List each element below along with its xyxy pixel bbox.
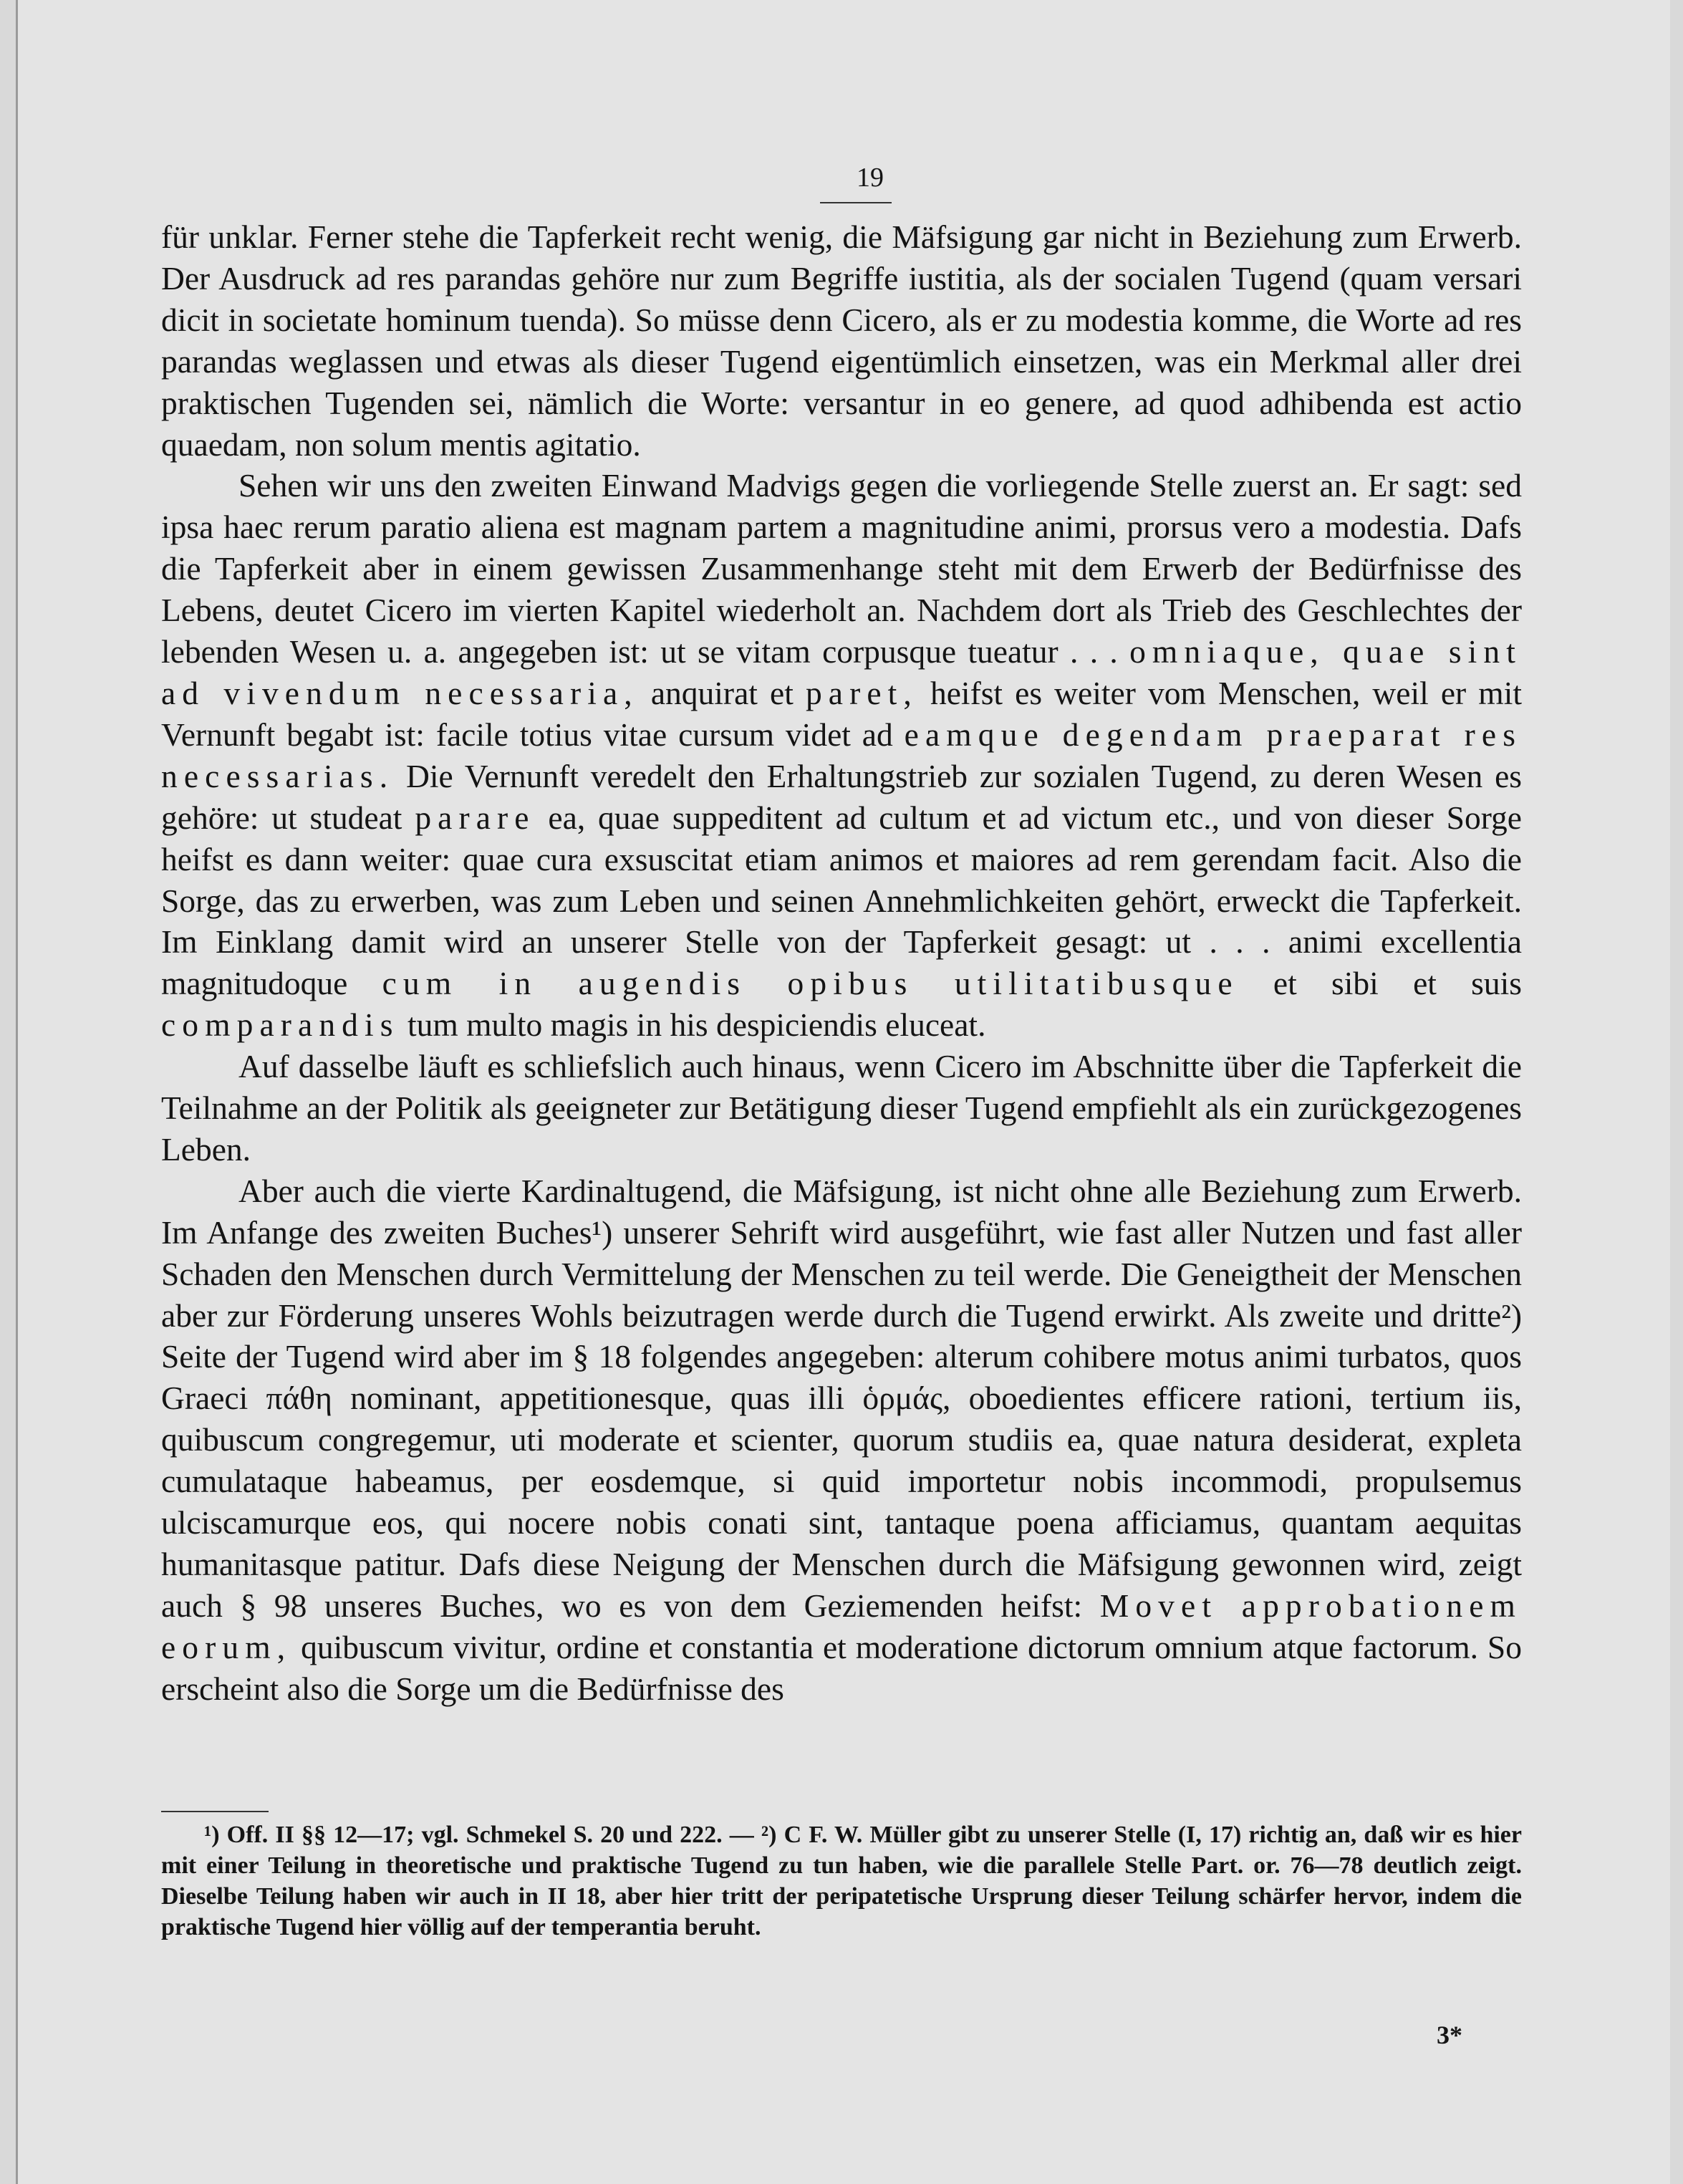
paragraph-text: ea, quae suppeditent ad cultum et ad victum etc., und von dieser Sorge heifst es dann weiter: quae cura exsuscitat etiam animos et maiores ad rem gerendam facit. Also die Sorge, das zu erwerben, was zum Leben und seinen Annehmlichkeiten gehört, erweckt die Tapferkeit. Im Einklang damit wird an unserer Stelle von der Tapferkeit gesagt: ut . . . animi excellentia magnitudoque xyxy=(161,799,1522,1002)
paragraph-text: tum multo magis in his despiciendis eluceat. xyxy=(399,1006,986,1044)
paragraph-text: heifst es weiter vom Menschen, weil er mit Vernunft begabt ist: facile totius vitae cursum videt ad xyxy=(161,674,1522,753)
spaced-emphasis-text: comparandis xyxy=(161,1006,400,1044)
paragraph-text: et sibi et suis xyxy=(1238,965,1522,1002)
spaced-emphasis-text: parare xyxy=(415,799,536,836)
spaced-emphasis-text: omniaque, quae sint ad vivendum necessaria, xyxy=(161,633,1523,711)
footnotes xyxy=(161,1819,1522,1943)
spaced-emphasis-text: paret, xyxy=(805,674,918,711)
page-number-rule xyxy=(820,202,892,203)
paragraph-text: Sehen wir uns den zweiten Einwand Madvigs gegen die vorliegende Stelle zuerst an. Er sagt: sed ipsa haec rerum paratio aliena est magnam partem a magnitudine animi, prorsus vero a modestia. Dafs die Tapferkeit aber in einem gewissen Zusammenhange steht mit dem Erwerb der Bedürfnisse des Lebens, deutet Cicero im vierten Kapitel wiederholt an. Nachdem dort als Trieb des Geschlechtes der lebenden Wesen u. a. angegeben ist: ut se vitam corpusque tueatur . . . xyxy=(161,467,1522,670)
spaced-emphasis-text: Movet approbationem eorum, xyxy=(161,1587,1522,1665)
paragraph-text: Die Vernunft veredelt den Erhaltungstrieb zur sozialen Tugend, zu deren Wesen es gehöre: ut studeat xyxy=(161,757,1522,836)
paragraph-text: quibuscum vivitur, ordine et constantia et moderatione dictorum omnium atque factorum. So erscheint also die Sorge um die Bedürfnisse des xyxy=(161,1628,1522,1707)
page-number: 19 xyxy=(857,163,884,193)
footnote-rule xyxy=(161,1811,269,1812)
spaced-emphasis-text: cum in augendis opibus utilitatibusque xyxy=(382,965,1239,1002)
printer-signature: 3* xyxy=(1437,2021,1462,2049)
paragraph xyxy=(161,216,1522,465)
paragraph-text: für unklar. Ferner stehe die Tapferkeit recht wenig, die Mäfsigung gar nicht in Beziehung zum Erwerb. Der Ausdruck ad res parandas gehöre nur zum Begriffe iustitia, als der socialen Tugend (quam versari dicit in societate hominum tuenda). So müsse denn Cicero, als er zu modestia komme, die Worte ad res parandas weglassen und etwas als dieser Tugend eigentümlich einsetzen, was ein Merkmal aller drei praktischen Tugenden sei, nämlich die Worte: versantur in eo genere, ad quod adhibenda est actio quaedam, non solum mentis agitatio. xyxy=(161,218,1522,463)
spaced-emphasis-text: eamque degendam praeparat res necessarias. xyxy=(161,716,1523,794)
body-text xyxy=(161,216,1522,1710)
paragraph xyxy=(161,1170,1522,1710)
footnote: ¹) Off. II §§ 12—17; vgl. Schmekel S. 20 und 222. — ²) C F. W. Müller gibt zu unserer Stelle (I, 17) richtig an, daß wir es hier mit einer Teilung in theoretische und praktische Tugend zu tun haben, wie die parallele Stelle Part. or. 76—78 deutlich zeigt. Dieselbe Teilung haben wir auch in II 18, aber hier tritt der peripatetische Ursprung dieser Teilung schärfer hervor, indem die praktische Tugend hier völlig auf der temperantia beruht. xyxy=(161,1822,1522,1940)
paragraph-text: Auf dasselbe läuft es schliefslich auch hinaus, wenn Cicero im Abschnitte über die Tapferkeit die Teilnahme an der Politik als geeigneter zur Betätigung dieser Tugend empfiehlt als ein zurückgezogenes Leben. xyxy=(161,1048,1522,1168)
book-page xyxy=(16,0,1670,2184)
paragraph xyxy=(161,1046,1522,1170)
paragraph-text: anquirat et xyxy=(638,674,806,711)
paragraph-text: Aber auch die vierte Kardinaltugend, die Mäfsigung, ist nicht ohne alle Beziehung zum Erwerb. Im Anfange des zweiten Buches¹) unserer Sehrift wird ausgeführt, wie fast aller Nutzen und fast aller Schaden den Menschen durch Vermittelung der Menschen zu teil werde. Die Geneigtheit der Menschen aber zur Förderung unseres Wohls beizutragen werde durch die Tugend erwirkt. Als zweite und dritte²) Seite der Tugend wird aber im § 18 folgendes angegeben: alterum cohibere motus animi turbatos, quos Graeci πάθη nominant, appetitionesque, quas illi ὁρμάς, oboedientes efficere rationi, tertium iis, quibuscum congregemur, uti moderate et scienter, quorum studiis ea, quae natura desiderat, expleta cumulataque habeamus, per eosdemque, si quid importetur nobis incommodi, propulsemus ulciscamurque eos, qui nocere nobis conati sint, tantaque poena afficiamus, quantam aequitas humanitasque patitur. Dafs diese Neigung der Menschen durch die Mäfsigung gewonnen wird, zeigt auch § 98 unseres Buches, wo es von dem Geziemenden heifst: xyxy=(161,1172,1522,1624)
paragraph xyxy=(161,465,1522,1046)
